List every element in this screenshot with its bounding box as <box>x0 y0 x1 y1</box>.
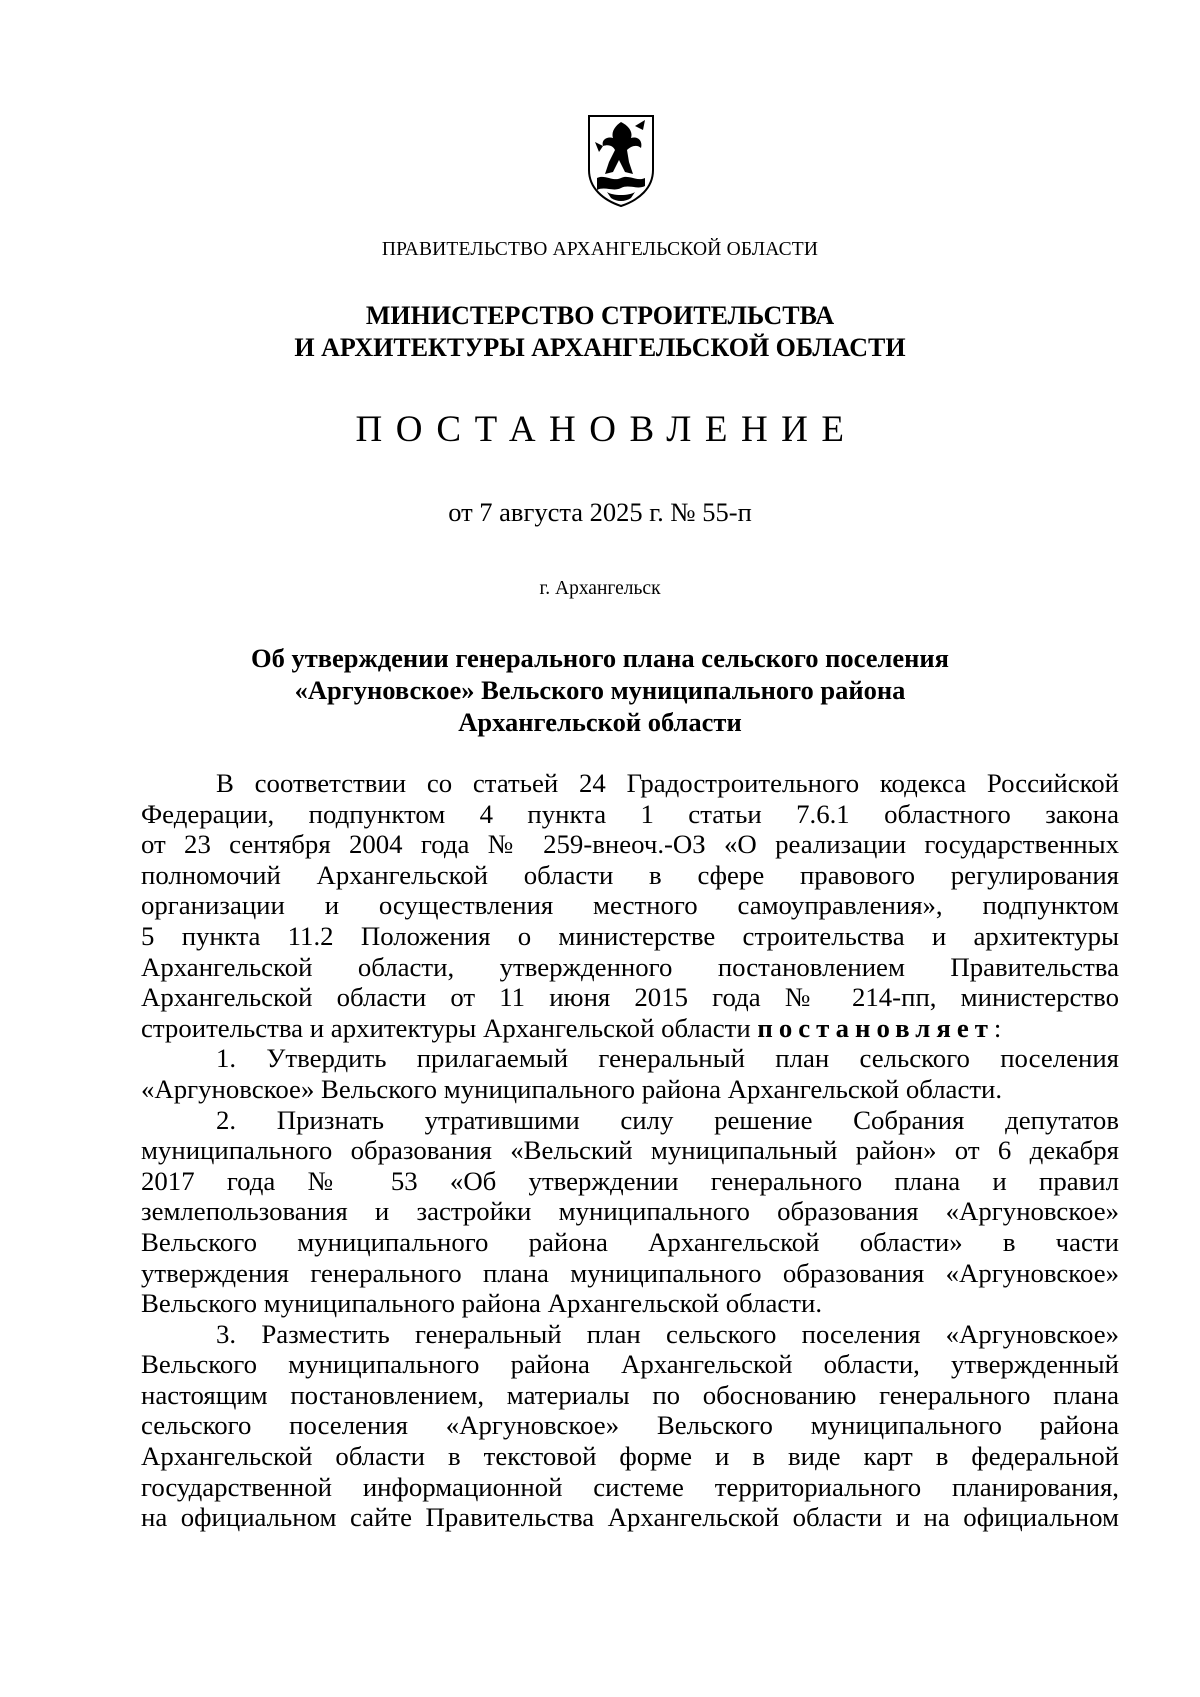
preamble-line: Архангельской области, утвержденного постановлением Правительства <box>141 951 1119 982</box>
preamble-line: Федерации, подпунктом 4 пункта 1 статьи 7.6.1 областного закона <box>141 798 1119 829</box>
item-3-line: государственной информационной системе территориального планирования, <box>141 1471 1119 1502</box>
title-line-1: Об утверждении генерального плана сельского поселения <box>250 643 950 673</box>
resolves-word: постановляет <box>757 1012 994 1043</box>
coat-of-arms-icon <box>585 112 657 208</box>
item-3-line: 3. Разместить генеральный план сельского поселения «Аргуновское» <box>216 1318 1119 1349</box>
item-2-line: муниципального образования «Вельский муниципальный район» от 6 декабря <box>141 1135 1119 1166</box>
document-type: ПОСТАНОВЛЕНИЕ <box>355 409 858 450</box>
preamble-line: организации и осуществления местного самоуправления», подпунктом <box>141 890 1119 921</box>
ministry-name-line-1: МИНИСТЕРСТВО СТРОИТЕЛЬСТВА <box>365 301 835 330</box>
document-city: г. Архангельск <box>539 578 661 599</box>
preamble-line: полномочий Архангельской области в сфере правового регулирования <box>141 859 1119 890</box>
document-date-number: от 7 августа 2025 г. № 55-п <box>448 497 752 527</box>
item-2-line: Вельского муниципального района Архангельской области» в части <box>141 1226 1119 1257</box>
document-body <box>141 768 1119 1533</box>
item-3-line: Вельского муниципального района Архангельской области, утвержденный <box>141 1349 1119 1380</box>
government-name: ПРАВИТЕЛЬСТВО АРХАНГЕЛЬСКОЙ ОБЛАСТИ <box>381 239 819 260</box>
item-2-line: землепользования и застройки муниципального образования «Аргуновское» <box>141 1196 1119 1227</box>
title-line-3: Архангельской области <box>458 707 742 737</box>
title-line-2: «Аргуновское» Вельского муниципального района <box>294 675 906 705</box>
item-1-line: «Аргуновское» Вельского муниципального района Архангельской области. <box>141 1073 1003 1104</box>
item-3-line: настоящим постановлением, материалы по обоснованию генерального плана <box>141 1379 1119 1410</box>
preamble-line: от 23 сентября 2004 года № 259-внеоч.-ОЗ «О реализации государственных <box>141 829 1119 860</box>
preamble-line: В соответствии со статьей 24 Градостроительного кодекса Российской <box>216 768 1119 798</box>
item-1-line: 1. Утвердить прилагаемый генеральный план сельского поселения <box>216 1043 1119 1074</box>
item-3-line: Архангельской области в текстовой форме и в виде карт в федеральной <box>141 1441 1119 1472</box>
preamble-last-text: строительства и архитектуры Архангельской области <box>141 1012 758 1043</box>
item-2-line: 2017 года № 53 «Об утверждении генерального плана и правил <box>141 1165 1119 1196</box>
item-3-line: сельского поселения «Аргуновское» Вельского муниципального района <box>141 1410 1119 1441</box>
ministry-name <box>0 300 1200 364</box>
item-2-line: Вельского муниципального района Архангельской области. <box>141 1288 823 1319</box>
ministry-name-line-2: И АРХИТЕКТУРЫ АРХАНГЕЛЬСКОЙ ОБЛАСТИ <box>294 333 906 362</box>
preamble-last-line <box>141 1013 1119 1044</box>
item-2-line: 2. Признать утратившими силу решение Собрания депутатов <box>216 1104 1119 1135</box>
document-title <box>0 642 1200 738</box>
item-2-line: утверждения генерального плана муниципального образования «Аргуновское» <box>141 1257 1119 1288</box>
resolves-colon: : <box>993 1012 1002 1043</box>
item-3-line: на официальном сайте Правительства Архангельской области и на официальном <box>141 1502 1119 1533</box>
preamble-line: Архангельской области от 11 июня 2015 года № 214-пп, министерство <box>141 982 1119 1013</box>
preamble-line: 5 пункта 11.2 Положения о министерстве строительства и архитектуры <box>141 920 1119 951</box>
